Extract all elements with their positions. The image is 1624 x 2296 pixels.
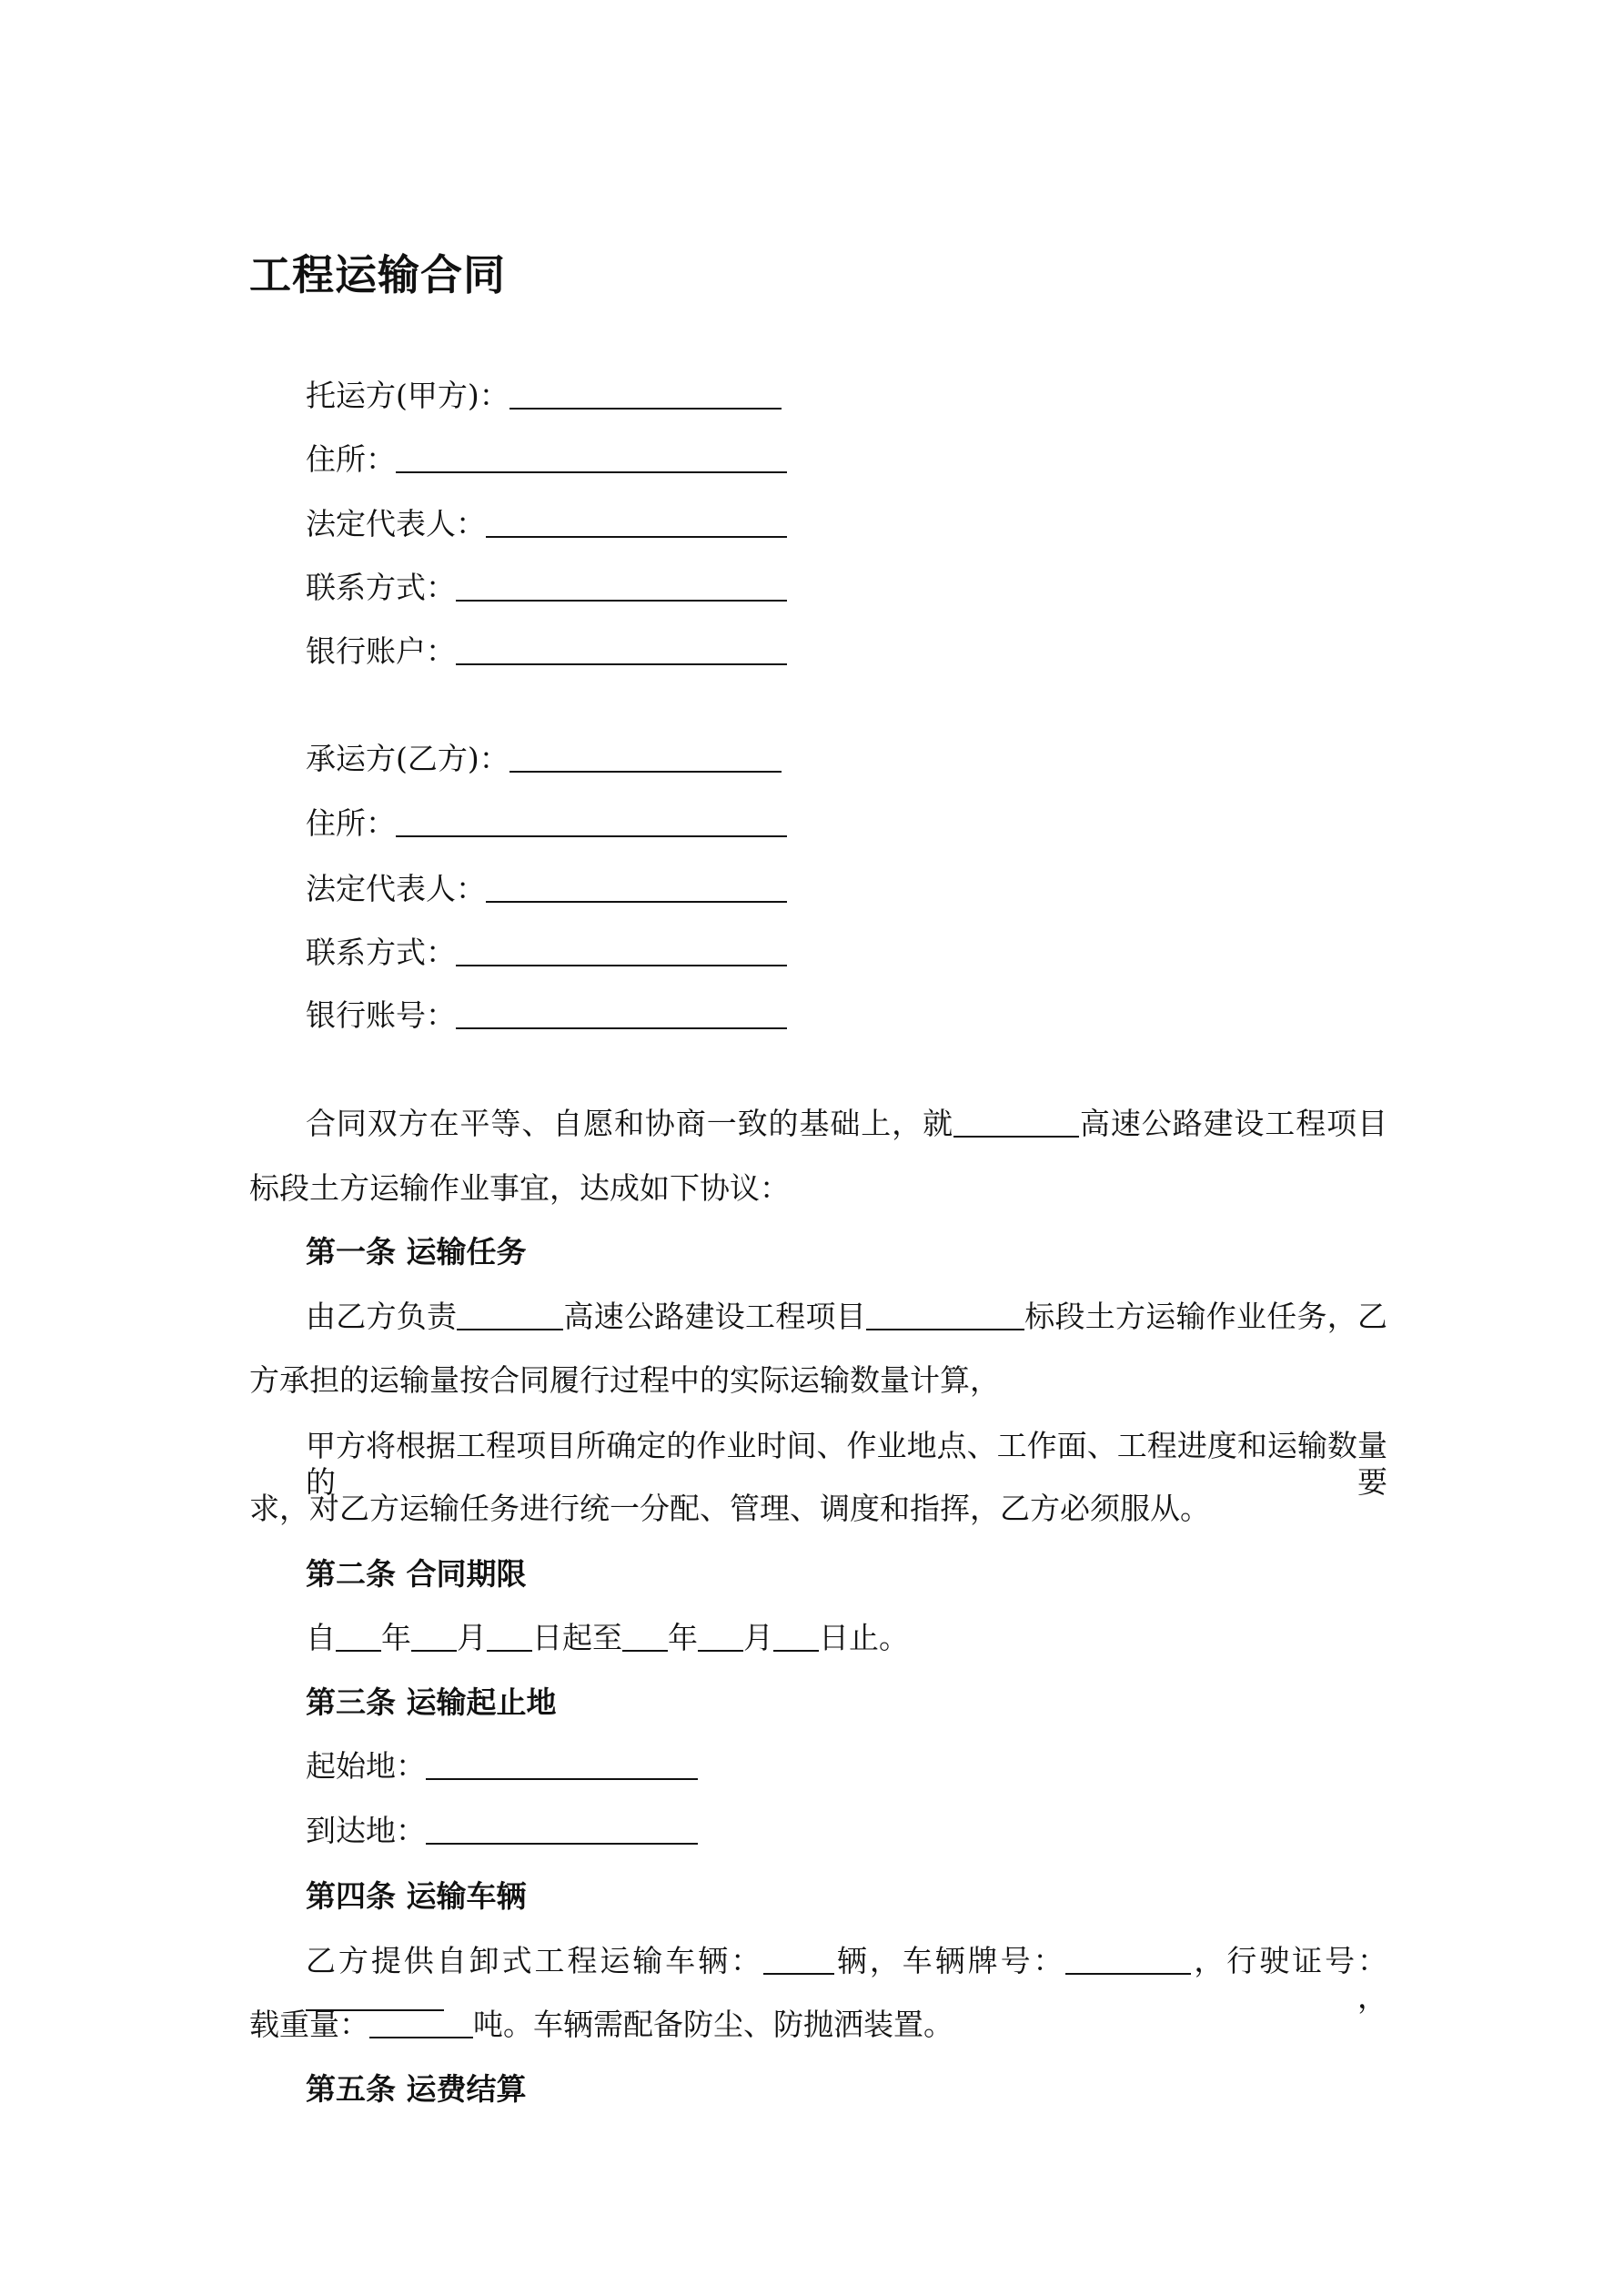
text: 辆，车辆牌号： [834, 1943, 1066, 1978]
article-1-line-3: 甲方将根据工程项目所确定的作业时间、作业地点、工作面、工程进度和运输数量的要 [306, 1428, 1387, 1500]
label: 住所： [306, 441, 396, 477]
text: 自 [306, 1620, 336, 1655]
party-a-bank-line [306, 633, 787, 670]
blank-field [456, 937, 787, 966]
party-b-address-line [306, 805, 787, 842]
party-b-legal-rep-line [306, 871, 787, 907]
blank-field [456, 572, 787, 602]
text: ，行驶证号： [1191, 1943, 1388, 1978]
blank-field [457, 1301, 563, 1330]
blank-field [456, 636, 787, 665]
label: 到达地： [306, 1813, 426, 1848]
blank-field [1065, 1946, 1191, 1975]
article-4-heading: 第四条 运输车辆 [306, 1878, 527, 1914]
text: 年 [668, 1620, 698, 1655]
label: 承运方(乙方)： [306, 741, 509, 776]
blank-field [456, 1000, 787, 1029]
document-title: 工程运输合同 [249, 250, 506, 299]
article-4-line-2 [249, 2007, 953, 2043]
blank-field [426, 1816, 698, 1845]
text: 载重量： [249, 2007, 369, 2042]
blank-field [622, 1623, 668, 1652]
text: 标段土方运输作业任务，乙 [1024, 1299, 1387, 1334]
text: 高速公路建设工程项目 [563, 1299, 866, 1334]
blank-field [336, 1623, 381, 1652]
label: 起始地： [306, 1748, 426, 1784]
preamble-line-2: 标段土方运输作业事宜，达成如下协议： [249, 1170, 790, 1206]
text: 乙方提供自卸式工程运输车辆： [306, 1943, 763, 1978]
party-a-name-line [306, 378, 782, 414]
label: 银行账户： [306, 633, 456, 669]
article-2-dates [306, 1620, 909, 1656]
blank-field [953, 1108, 1079, 1138]
article-1-line-4: 求，对乙方运输任务进行统一分配、管理、调度和指挥，乙方必须服从。 [249, 1491, 1210, 1526]
party-a-contact-line [306, 570, 787, 606]
text: 吨。车辆需配备防尘、防抛洒装置。 [473, 2007, 953, 2042]
article-3-origin [306, 1748, 698, 1785]
blank-field [486, 874, 787, 903]
text: 月 [743, 1620, 773, 1655]
blank-field [396, 444, 787, 473]
blank-field [426, 1751, 698, 1780]
label: 托运方(甲方)： [306, 378, 509, 413]
label: 住所： [306, 805, 396, 841]
blank-field [698, 1623, 743, 1652]
article-5-heading: 第五条 运费结算 [306, 2071, 527, 2107]
text: ， [444, 1979, 1387, 2015]
article-3-heading: 第三条 运输起止地 [306, 1684, 557, 1720]
text: 年 [381, 1620, 411, 1655]
label: 联系方式： [306, 935, 456, 970]
article-2-heading: 第二条 合同期限 [306, 1556, 527, 1592]
text: 高速公路建设工程项目 [1078, 1106, 1388, 1141]
label: 法定代表人： [306, 871, 486, 906]
article-1-line-2: 方承担的运输量按合同履行过程中的实际运输数量计算， [249, 1362, 1000, 1398]
blank-field [396, 808, 787, 837]
blank-field [866, 1301, 1024, 1330]
party-b-bank-line [306, 997, 787, 1034]
text: 由乙方负责 [306, 1299, 458, 1334]
article-1-line-1 [306, 1299, 1387, 1335]
text: 合同双方在平等、自愿和协商一致的基础上，就 [306, 1106, 953, 1141]
blank-field [509, 380, 782, 410]
article-3-destination [306, 1813, 698, 1849]
article-4-line-1 [306, 1943, 1387, 2016]
blank-field [773, 1623, 819, 1652]
blank-field [411, 1623, 457, 1652]
blank-field [486, 509, 787, 538]
text: 日起至 [532, 1620, 622, 1655]
label: 联系方式： [306, 570, 456, 605]
blank-field [509, 743, 782, 773]
blank-field [487, 1623, 532, 1652]
party-a-address-line [306, 441, 787, 478]
party-a-legal-rep-line [306, 506, 787, 542]
text: 月 [457, 1620, 487, 1655]
preamble-line-1 [306, 1106, 1387, 1142]
blank-field [763, 1946, 834, 1975]
party-b-name-line [306, 741, 782, 777]
blank-field [369, 2009, 473, 2038]
party-b-contact-line [306, 935, 787, 971]
label: 法定代表人： [306, 506, 486, 541]
article-1-heading: 第一条 运输任务 [306, 1234, 527, 1269]
label: 银行账号： [306, 997, 456, 1033]
text: 日止。 [819, 1620, 909, 1655]
